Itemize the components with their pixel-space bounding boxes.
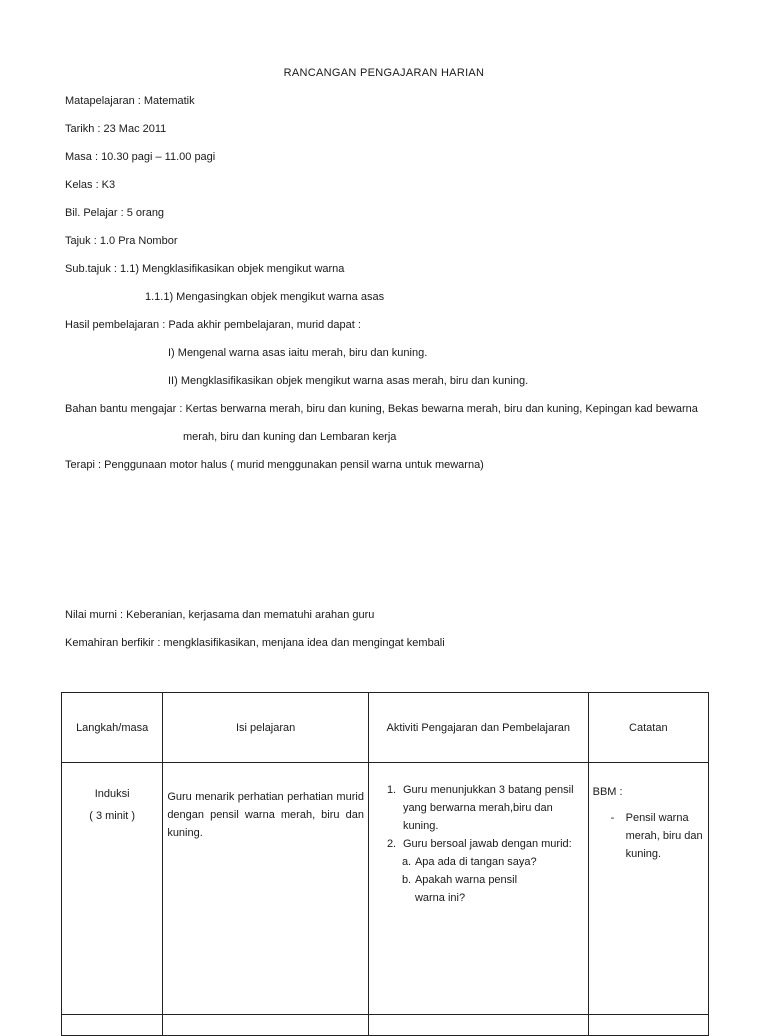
stage-cell bbox=[62, 763, 163, 1015]
table-header-row bbox=[62, 693, 709, 763]
list-item bbox=[375, 781, 582, 835]
table-row bbox=[62, 763, 709, 1015]
list-text: Guru bersoal jawab dengan murid: bbox=[402, 838, 572, 850]
values-line: Nilai murni : Keberanian, kerjasama dan mematuhi arahan guru bbox=[65, 609, 375, 621]
stage-duration: ( 3 minit ) bbox=[89, 810, 136, 822]
sub-list-letter: b. bbox=[401, 874, 412, 886]
subtopic-line: Sub.tajuk : 1.1) Mengklasifikasikan objek mengikut warna bbox=[65, 263, 345, 275]
sub-list-text: Apakah warna pensil warna ini? bbox=[414, 874, 518, 904]
notes-bullet bbox=[593, 809, 704, 863]
notes-item-text: Pensil warna merah, biru dan kuning. bbox=[625, 812, 703, 860]
outcome-2: II) Mengklasifikasikan objek mengikut warna asas merah, biru dan kuning. bbox=[168, 375, 529, 387]
header-notes: Catatan bbox=[588, 693, 708, 763]
materials-line-2: merah, biru dan kuning dan Lembaran kerja bbox=[183, 431, 397, 443]
empty-cell bbox=[62, 1015, 163, 1036]
stage-name: Induksi bbox=[94, 788, 130, 800]
list-number: 1. bbox=[386, 784, 397, 796]
students-line: Bil. Pelajar : 5 orang bbox=[65, 207, 165, 219]
empty-cell bbox=[163, 1015, 369, 1036]
header-content: Isi pelajaran bbox=[163, 693, 369, 763]
subject-line: Matapelajaran : Matematik bbox=[65, 95, 195, 107]
materials-line-1: Bahan bantu mengajar : Kertas berwarna merah, biru dan kuning, Bekas bewarna merah, biru dan kuning, Kepingan kad bewarna bbox=[65, 403, 698, 415]
sub-list-text: Apa ada di tangan saya? bbox=[414, 856, 537, 868]
sub-list-letter: a. bbox=[401, 856, 412, 868]
date-line: Tarikh : 23 Mac 2011 bbox=[65, 123, 167, 135]
header-activity: Aktiviti Pengajaran dan Pembelajaran bbox=[368, 693, 588, 763]
notes-label: BBM : bbox=[592, 786, 623, 798]
list-number: 2. bbox=[386, 838, 397, 850]
list-item bbox=[375, 835, 582, 853]
subtopic-sub-line: 1.1.1) Mengasingkan objek mengikut warna asas bbox=[145, 291, 385, 303]
sub-list-item bbox=[375, 871, 582, 907]
outcomes-label: Hasil pembelajaran : Pada akhir pembelajaran, murid dapat : bbox=[65, 319, 361, 331]
outcome-1: I) Mengenal warna asas iaitu merah, biru dan kuning. bbox=[168, 347, 428, 359]
sub-list-item bbox=[375, 853, 582, 871]
activity-cell bbox=[368, 763, 588, 1015]
thinking-line: Kemahiran berfikir : mengklasifikasikan, menjana idea dan mengingat kembali bbox=[65, 637, 445, 649]
notes-cell bbox=[588, 763, 708, 1015]
content-cell: Guru menarik perhatian perhatian murid dengan pensil warna merah, biru dan kuning. bbox=[163, 763, 369, 1015]
empty-cell bbox=[368, 1015, 588, 1036]
dash-bullet: - bbox=[610, 812, 615, 824]
therapy-line: Terapi : Penggunaan motor halus ( murid menggunakan pensil warna untuk mewarna) bbox=[65, 459, 484, 471]
document-title: RANCANGAN PENGAJARAN HARIAN bbox=[283, 67, 485, 79]
table-row-empty bbox=[62, 1015, 709, 1036]
list-text: Guru menunjukkan 3 batang pensil yang berwarna merah,biru dan kuning. bbox=[402, 784, 574, 832]
header-step: Langkah/masa bbox=[62, 693, 163, 763]
empty-cell bbox=[588, 1015, 708, 1036]
class-line: Kelas : K3 bbox=[65, 179, 116, 191]
lesson-table bbox=[61, 692, 709, 1036]
time-line: Masa : 10.30 pagi – 11.00 pagi bbox=[65, 151, 216, 163]
topic-line: Tajuk : 1.0 Pra Nombor bbox=[65, 235, 178, 247]
